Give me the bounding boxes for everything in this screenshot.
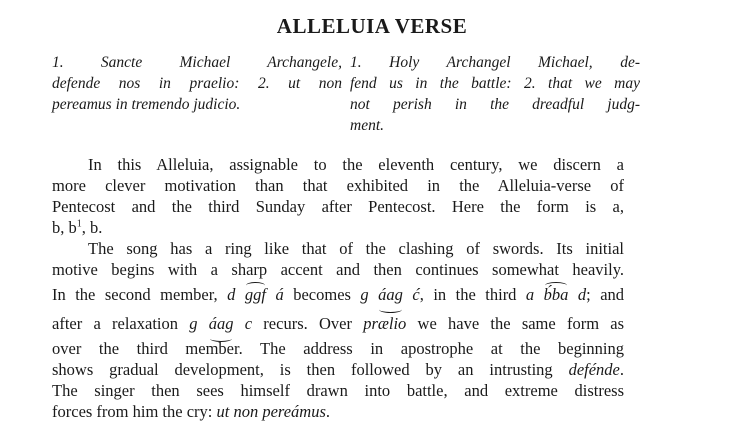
section-heading: ALLELUIA VERSE xyxy=(276,14,468,38)
english-translation xyxy=(350,52,640,136)
neume-bba: b́ba xyxy=(544,280,569,309)
para2-line-3: In the second member, d ggf á becomes g áag ć, in the third a b́ba d; and xyxy=(52,280,624,309)
latin-text xyxy=(52,52,342,115)
para1-line-1: In this Alleluia, assignable to the eleventh century, we discern a xyxy=(88,155,624,174)
para1-line-4: b, $b^1$, b. xyxy=(52,218,103,237)
para2-line-7: The singer then sees himself drawn into battle, and extreme distress xyxy=(52,381,624,400)
para1-line-3: Pentecost and the third Sunday after Pentecost. Here the form is a, xyxy=(52,197,624,216)
neume-ggf: ggf xyxy=(245,280,266,309)
para1-line-2: more clever motivation than that exhibited in the Alleluia-verse of xyxy=(52,176,624,195)
neume-aag-2: áag xyxy=(209,309,234,338)
para2-line-1: The song has a ring like that of the clashing of swords. Its initial xyxy=(88,239,624,258)
english-line-1: 1. Holy Archangel Michael, de- xyxy=(350,54,640,71)
latin-line-3: pereamus in tremendo judicio. xyxy=(52,96,241,113)
neume-aag: áag xyxy=(378,280,403,309)
para2-line-5: over the third member. The address in apostrophe at the beginning xyxy=(52,339,624,358)
para2-line-4: after a relaxation g áag c recurs. Over prælio we have the same form as xyxy=(52,309,624,338)
latin-line-2: defende nos in praelio: 2. ut non xyxy=(52,75,342,92)
para2-line-8: forces from him the cry: ut non pereámus. xyxy=(52,402,330,421)
body-text xyxy=(52,154,624,422)
english-line-4: ment. xyxy=(350,117,385,134)
english-line-2: fend us in the battle: 2. that we may xyxy=(350,75,640,92)
para2-line-2: motive begins with a sharp accent and then continues somewhat heavily. xyxy=(52,260,624,279)
english-line-3: not perish in the dreadful judg- xyxy=(350,96,640,113)
latin-line-1: 1. Sancte Michael Archangele, xyxy=(52,54,342,71)
para2-line-6: shows gradual development, is then followed by an intrusting defénde. xyxy=(52,360,624,379)
